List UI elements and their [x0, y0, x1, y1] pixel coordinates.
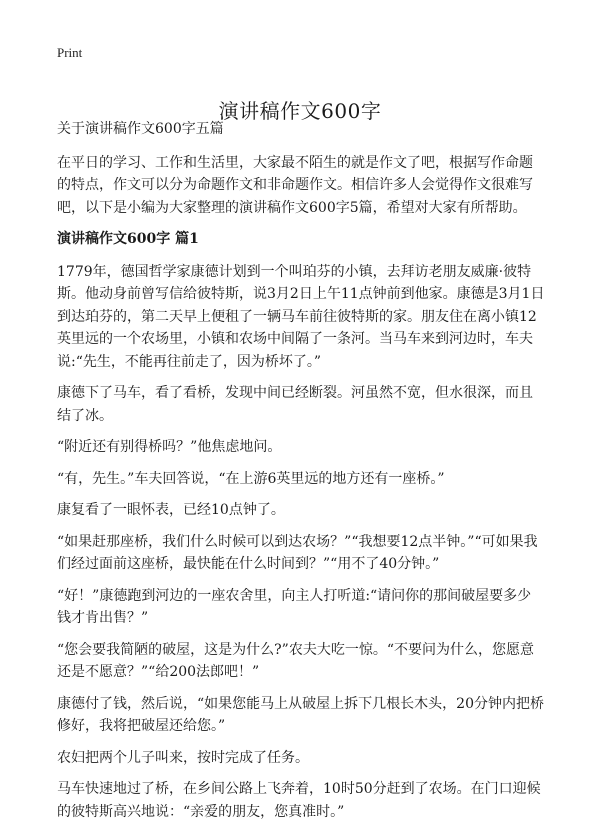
body-paragraph: 马车快速地过了桥，在乡间公路上飞奔着，10时50分赶到了农场。在门口迎候的彼特斯高兴地说：“亲爱的朋友，您真准时。” — [57, 781, 541, 820]
body-paragraph: “如果赶那座桥，我们什么时候可以到达农场？”“我想要12点半钟。”“可如果我们经过面前这座桥，最快能在什么时间到？”“用不了40分钟。” — [57, 533, 538, 572]
print-label: Print — [57, 45, 83, 60]
body-paragraph: “好！”康德跑到河边的一座农舍里，向主人打听道:“请问你的那间破屋要多少钱才肯出售？” — [57, 587, 532, 626]
body-paragraph: 1779年，德国哲学家康德计划到一个叫珀芬的小镇，去拜访老朋友威廉·彼特斯。他动身前曾写信给彼特斯，说3月2日上午11点钟前到他家。康德是3月1日到达珀芬的，第二天早上便租了一辆马车前往彼特斯的家。朋友住在离小镇12英里远的一个农场里，小镇和农场中间隔了一条河。当马车来到河边时，车夫说:“先生，不能再往前走了，因为桥坏了。” — [57, 263, 545, 370]
body-paragraph: “有，先生。”车夫回答说，“在上游6英里远的地方还有一座桥。” — [57, 470, 445, 487]
body-paragraph: 康复看了一眼怀表，已经10点钟了。 — [57, 502, 285, 518]
document-body — [57, 118, 545, 832]
body-paragraph: 康德付了钱，然后说，“如果您能马上从破屋上拆下几根长木头，20分钟内把桥修好，我将把破屋还给您。” — [57, 695, 544, 734]
document-subtitle: 关于演讲稿作文600字五篇 — [57, 121, 224, 137]
body-paragraph: 农妇把两个儿子叫来，按时完成了任务。 — [57, 749, 309, 766]
body-paragraph: “您会要我简陋的破屋，这是为什么?”农夫大吃一惊。“不要问为什么，您愿意还是不愿意？”“给200法郎吧！” — [57, 641, 534, 680]
page-title: 演讲稿作文600字 — [218, 99, 382, 124]
section-heading: 演讲稿作文600字 篇1 — [57, 231, 199, 247]
body-paragraph: 康德下了马车，看了看桥，发现中间已经断裂。河虽然不宽，但水很深，而且结了冰。 — [57, 385, 533, 424]
body-paragraph: “附近还有别得桥吗？”他焦虑地问。 — [57, 439, 282, 455]
intro-paragraph: 在平日的学习、工作和生活里，大家最不陌生的就是作文了吧，根据写作命题的特点，作文可以分为命题作文和非命题作文。相信许多人会觉得作文很难写吧，以下是小编为大家整理的演讲稿作文600字5篇，希望对大家有所帮助。 — [57, 154, 533, 216]
